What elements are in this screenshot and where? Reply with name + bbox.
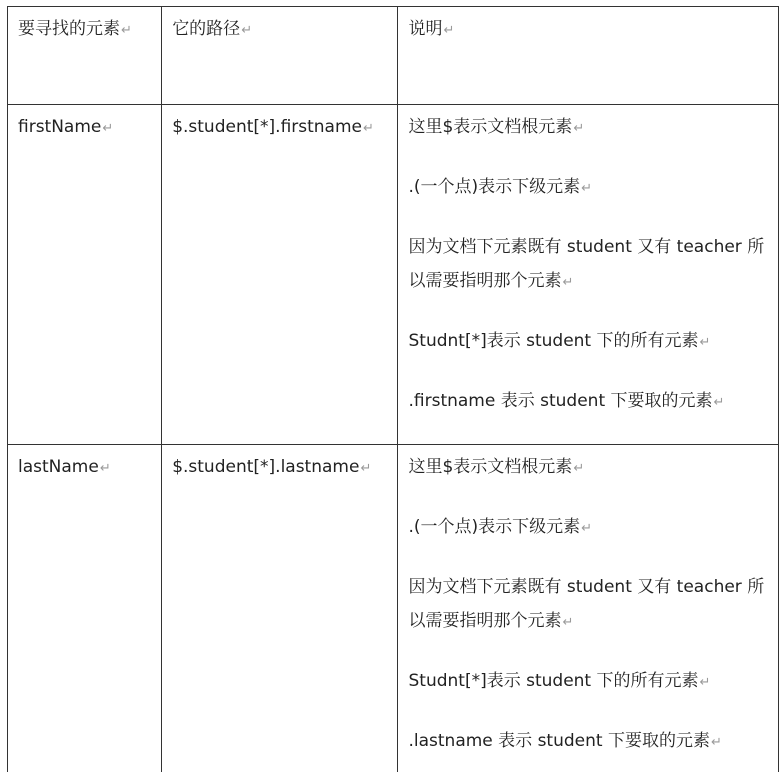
paragraph-mark-icon: ↵ [363,121,374,136]
element-name: firstName [18,117,102,137]
jsonpath-table [7,6,779,772]
paragraph-mark-icon: ↵ [562,615,574,630]
paragraph-mark-icon: ↵ [710,735,722,750]
paragraph-mark-icon: ↵ [699,675,711,690]
paragraph-mark-icon: ↵ [699,335,711,350]
note-text: .(一个点)表示下级元素 [408,517,581,537]
note-text: .firstname 表示 student 下要取的元素 [408,391,713,411]
header-cell-notes [398,7,779,105]
header-cell-path [162,7,398,105]
note-text: .(一个点)表示下级元素 [408,177,581,197]
paragraph-mark-icon: ↵ [713,395,725,410]
paragraph-mark-icon: ↵ [562,275,574,290]
note-paragraph [408,450,768,486]
note-paragraph [408,110,768,146]
element-name: lastName [18,457,99,477]
element-cell [8,445,162,772]
note-text: Studnt[*]表示 student 下的所有元素 [408,671,699,691]
note-text: 这里$表示文档根元素 [408,117,573,137]
notes-cell [398,105,779,445]
note-text: .lastname 表示 student 下要取的元素 [408,731,710,751]
header-element-label: 要寻找的元素 [18,19,120,39]
path-cell [162,105,398,445]
note-paragraph [408,324,768,360]
note-paragraph [408,230,768,300]
note-text: 这里$表示文档根元素 [408,457,573,477]
note-paragraph [408,170,768,206]
paragraph-mark-icon: ↵ [102,121,114,136]
paragraph-mark-icon: ↵ [573,121,585,136]
paragraph-mark-icon: ↵ [241,23,253,38]
path-expression: $.student[*].firstname [172,117,362,137]
paragraph-mark-icon: ↵ [443,23,455,38]
note-paragraph [408,510,768,546]
note-paragraph [408,384,768,420]
table-row [8,445,779,772]
path-cell [162,445,398,772]
paragraph-mark-icon: ↵ [573,461,585,476]
header-cell-element [8,7,162,105]
header-path-label: 它的路径 [172,19,241,39]
note-text: 因为文档下元素既有 student 又有 teacher 所以需要指明那个元素 [408,237,765,291]
paragraph-mark-icon: ↵ [581,521,593,536]
paragraph-mark-icon: ↵ [121,23,132,38]
note-paragraph [408,664,768,700]
path-expression: $.student[*].lastname [172,457,360,477]
notes-cell [398,445,779,772]
paragraph-mark-icon: ↵ [581,181,593,196]
note-paragraph [408,570,768,640]
table-row [8,105,779,445]
paragraph-mark-icon: ↵ [99,461,111,476]
table-header-row [8,7,779,105]
note-paragraph [408,724,768,760]
note-text: 因为文档下元素既有 student 又有 teacher 所以需要指明那个元素 [408,577,765,631]
paragraph-mark-icon: ↵ [360,461,372,476]
note-text: Studnt[*]表示 student 下的所有元素 [408,331,699,351]
element-cell [8,105,162,445]
header-notes-label: 说明 [408,19,443,39]
